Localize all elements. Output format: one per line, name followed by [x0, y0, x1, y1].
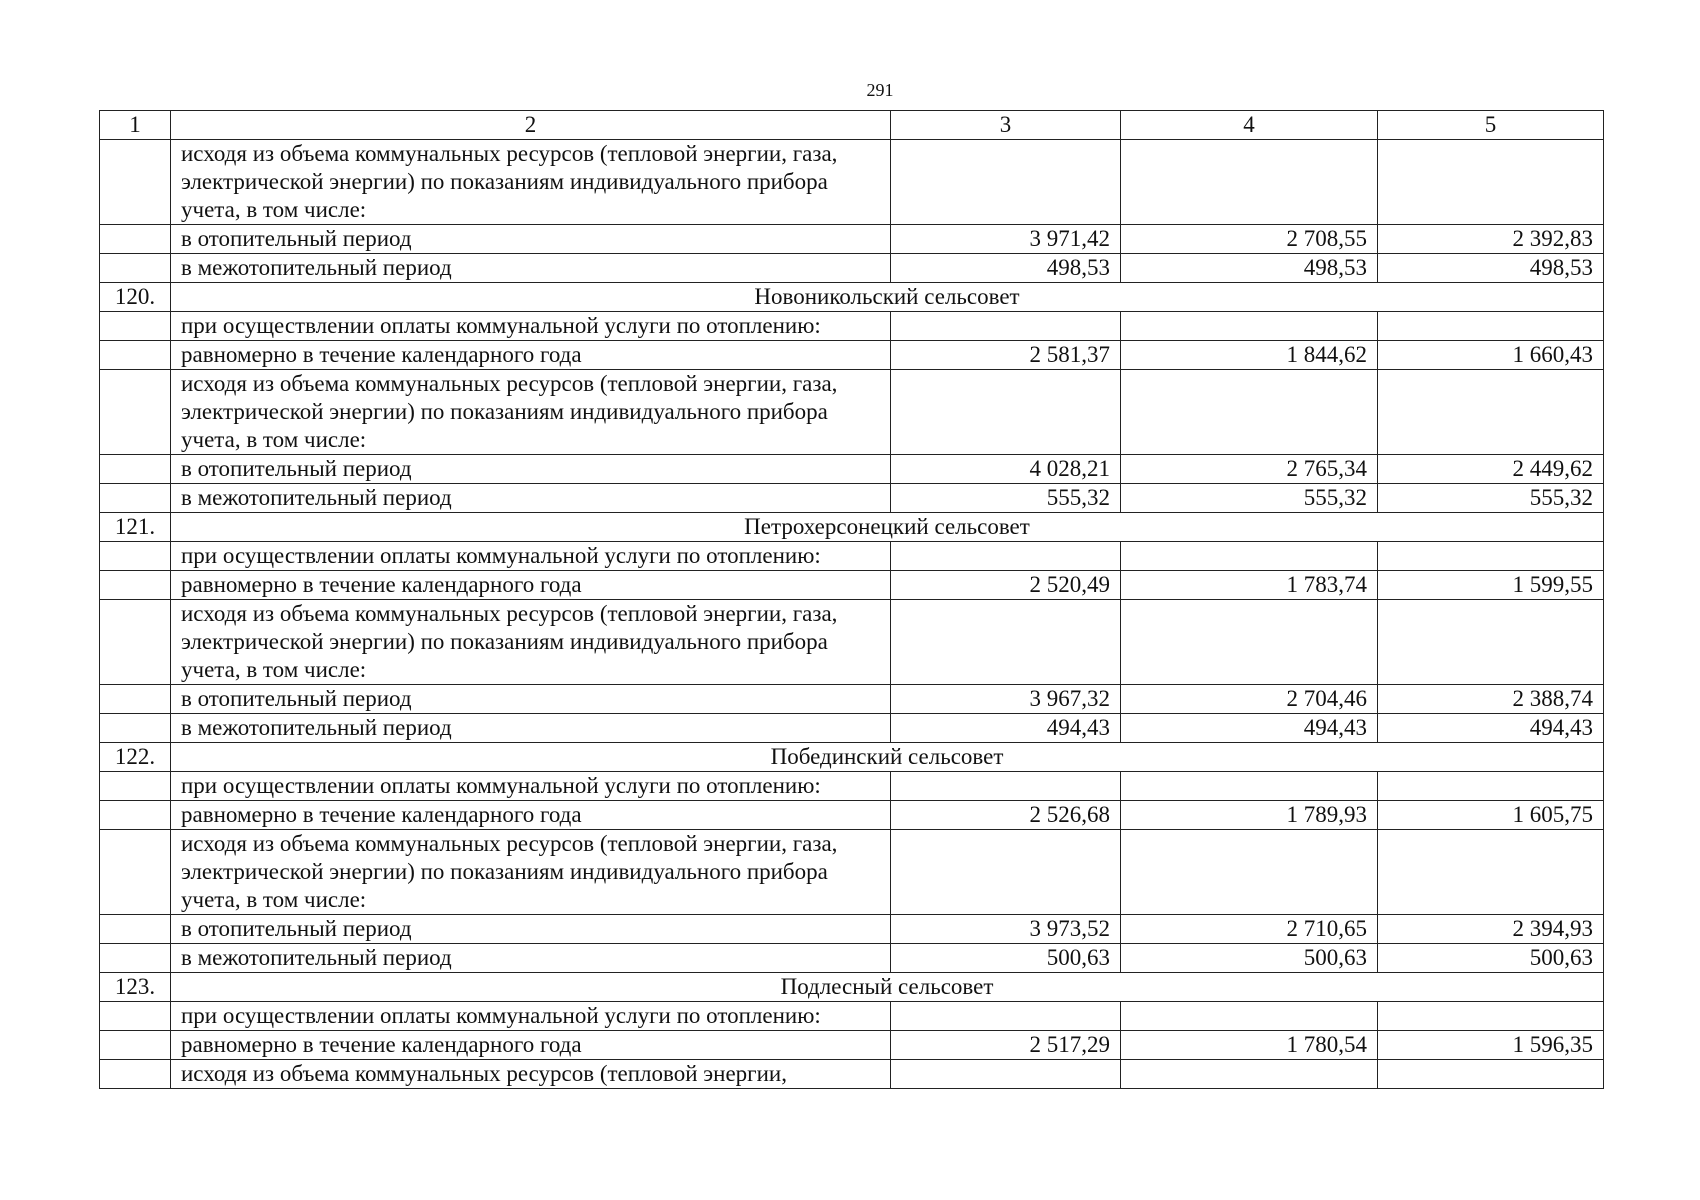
row-description: в межотопительный период — [171, 944, 891, 973]
value-column-4 — [1121, 1002, 1378, 1031]
table-row — [100, 1002, 1604, 1031]
row-number — [100, 254, 171, 283]
value-column-4: 1 783,74 — [1121, 571, 1378, 600]
section-header-row — [100, 283, 1604, 312]
value-column-4: 2 708,55 — [1121, 225, 1378, 254]
table-row — [100, 1031, 1604, 1060]
value-column-3: 3 967,32 — [891, 685, 1121, 714]
table-row — [100, 685, 1604, 714]
section-number: 120. — [100, 283, 171, 312]
value-column-4 — [1121, 772, 1378, 801]
row-number — [100, 140, 171, 225]
value-column-4: 1 844,62 — [1121, 341, 1378, 370]
value-column-5: 2 449,62 — [1378, 455, 1604, 484]
row-number — [100, 685, 171, 714]
row-number — [100, 915, 171, 944]
value-column-4: 494,43 — [1121, 714, 1378, 743]
row-number — [100, 944, 171, 973]
table-row — [100, 915, 1604, 944]
value-column-3 — [891, 370, 1121, 455]
row-description: равномерно в течение календарного года — [171, 341, 891, 370]
value-column-5: 494,43 — [1378, 714, 1604, 743]
value-column-5 — [1378, 542, 1604, 571]
value-column-5: 1 599,55 — [1378, 571, 1604, 600]
section-name: Подлесный сельсовет — [171, 973, 1604, 1002]
table-row — [100, 1060, 1604, 1089]
row-number — [100, 714, 171, 743]
row-description: в отопительный период — [171, 915, 891, 944]
table-row — [100, 225, 1604, 254]
column-header-3: 3 — [891, 111, 1121, 140]
value-column-5 — [1378, 140, 1604, 225]
value-column-4: 555,32 — [1121, 484, 1378, 513]
value-column-3: 498,53 — [891, 254, 1121, 283]
row-description: исходя из объема коммунальных ресурсов (тепловой энергии, газа, электрической энергии) по показаниям индивидуального прибора учета, в том числе: — [171, 370, 891, 455]
value-column-5: 2 392,83 — [1378, 225, 1604, 254]
section-header-row — [100, 743, 1604, 772]
value-column-3: 2 517,29 — [891, 1031, 1121, 1060]
row-description: равномерно в течение календарного года — [171, 1031, 891, 1060]
row-number — [100, 455, 171, 484]
row-number — [100, 312, 171, 341]
value-column-3: 500,63 — [891, 944, 1121, 973]
value-column-4 — [1121, 830, 1378, 915]
value-column-4: 498,53 — [1121, 254, 1378, 283]
section-number: 123. — [100, 973, 171, 1002]
value-column-5: 498,53 — [1378, 254, 1604, 283]
value-column-5: 2 388,74 — [1378, 685, 1604, 714]
row-number — [100, 341, 171, 370]
row-number — [100, 772, 171, 801]
value-column-4 — [1121, 600, 1378, 685]
value-column-3: 3 973,52 — [891, 915, 1121, 944]
column-header-4: 4 — [1121, 111, 1378, 140]
value-column-3: 4 028,21 — [891, 455, 1121, 484]
column-header-2: 2 — [171, 111, 891, 140]
value-column-3: 555,32 — [891, 484, 1121, 513]
table-row — [100, 312, 1604, 341]
value-column-4: 500,63 — [1121, 944, 1378, 973]
value-column-4: 2 704,46 — [1121, 685, 1378, 714]
value-column-3 — [891, 1060, 1121, 1089]
row-number — [100, 801, 171, 830]
table-row — [100, 600, 1604, 685]
value-column-5: 1 596,35 — [1378, 1031, 1604, 1060]
value-column-5: 555,32 — [1378, 484, 1604, 513]
table-row — [100, 455, 1604, 484]
section-number: 122. — [100, 743, 171, 772]
value-column-5: 1 605,75 — [1378, 801, 1604, 830]
value-column-5 — [1378, 600, 1604, 685]
value-column-4 — [1121, 1060, 1378, 1089]
column-header-1: 1 — [100, 111, 171, 140]
table-row — [100, 571, 1604, 600]
value-column-4 — [1121, 370, 1378, 455]
row-number — [100, 370, 171, 455]
section-header-row — [100, 513, 1604, 542]
table-row — [100, 801, 1604, 830]
value-column-3 — [891, 600, 1121, 685]
section-name: Побединский сельсовет — [171, 743, 1604, 772]
row-description: равномерно в течение календарного года — [171, 571, 891, 600]
table-row — [100, 944, 1604, 973]
value-column-5 — [1378, 370, 1604, 455]
value-column-3 — [891, 312, 1121, 341]
row-description: равномерно в течение календарного года — [171, 801, 891, 830]
value-column-5: 2 394,93 — [1378, 915, 1604, 944]
value-column-4: 1 789,93 — [1121, 801, 1378, 830]
row-description: в межотопительный период — [171, 484, 891, 513]
row-description: в отопительный период — [171, 685, 891, 714]
value-column-5 — [1378, 312, 1604, 341]
row-description: в межотопительный период — [171, 714, 891, 743]
value-column-3 — [891, 140, 1121, 225]
row-description: при осуществлении оплаты коммунальной услуги по отоплению: — [171, 542, 891, 571]
value-column-3: 2 520,49 — [891, 571, 1121, 600]
row-description: исходя из объема коммунальных ресурсов (тепловой энергии, газа, электрической энергии) по показаниям индивидуального прибора учета, в том числе: — [171, 140, 891, 225]
value-column-3 — [891, 1002, 1121, 1031]
row-description: при осуществлении оплаты коммунальной услуги по отоплению: — [171, 312, 891, 341]
value-column-3 — [891, 830, 1121, 915]
value-column-4 — [1121, 312, 1378, 341]
table-row — [100, 830, 1604, 915]
table-row — [100, 254, 1604, 283]
value-column-3: 3 971,42 — [891, 225, 1121, 254]
row-description: исходя из объема коммунальных ресурсов (тепловой энергии, — [171, 1060, 891, 1089]
section-name: Петрохерсонецкий сельсовет — [171, 513, 1604, 542]
column-number-header-row — [100, 111, 1604, 140]
value-column-5: 500,63 — [1378, 944, 1604, 973]
value-column-3: 2 581,37 — [891, 341, 1121, 370]
row-number — [100, 571, 171, 600]
value-column-4 — [1121, 140, 1378, 225]
row-number — [100, 542, 171, 571]
table-row — [100, 542, 1604, 571]
value-column-3 — [891, 542, 1121, 571]
table-row — [100, 772, 1604, 801]
row-description: в отопительный период — [171, 455, 891, 484]
value-column-4 — [1121, 542, 1378, 571]
table-body — [100, 111, 1604, 1089]
value-column-4: 1 780,54 — [1121, 1031, 1378, 1060]
row-number — [100, 1031, 171, 1060]
row-description: исходя из объема коммунальных ресурсов (тепловой энергии, газа, электрической энергии) по показаниям индивидуального прибора учета, в том числе: — [171, 600, 891, 685]
table-row — [100, 714, 1604, 743]
row-number — [100, 1002, 171, 1031]
row-number — [100, 1060, 171, 1089]
value-column-3: 494,43 — [891, 714, 1121, 743]
row-description: при осуществлении оплаты коммунальной услуги по отоплению: — [171, 1002, 891, 1031]
column-header-5: 5 — [1378, 111, 1604, 140]
value-column-5 — [1378, 1060, 1604, 1089]
value-column-5 — [1378, 830, 1604, 915]
value-column-3: 2 526,68 — [891, 801, 1121, 830]
section-name: Новоникольский сельсовет — [171, 283, 1604, 312]
row-number — [100, 600, 171, 685]
value-column-3 — [891, 772, 1121, 801]
row-number — [100, 484, 171, 513]
value-column-5 — [1378, 772, 1604, 801]
row-number — [100, 830, 171, 915]
row-description: исходя из объема коммунальных ресурсов (тепловой энергии, газа, электрической энергии) по показаниям индивидуального прибора учета, в том числе: — [171, 830, 891, 915]
page-number: 291 — [866, 80, 894, 100]
value-column-4: 2 765,34 — [1121, 455, 1378, 484]
row-description: при осуществлении оплаты коммунальной услуги по отоплению: — [171, 772, 891, 801]
value-column-5 — [1378, 1002, 1604, 1031]
section-header-row — [100, 973, 1604, 1002]
tariff-table — [99, 110, 1604, 1089]
value-column-5: 1 660,43 — [1378, 341, 1604, 370]
row-description: в отопительный период — [171, 225, 891, 254]
table-row — [100, 370, 1604, 455]
table-row — [100, 484, 1604, 513]
section-number: 121. — [100, 513, 171, 542]
table-row — [100, 140, 1604, 225]
row-description: в межотопительный период — [171, 254, 891, 283]
table-row — [100, 341, 1604, 370]
value-column-4: 2 710,65 — [1121, 915, 1378, 944]
row-number — [100, 225, 171, 254]
